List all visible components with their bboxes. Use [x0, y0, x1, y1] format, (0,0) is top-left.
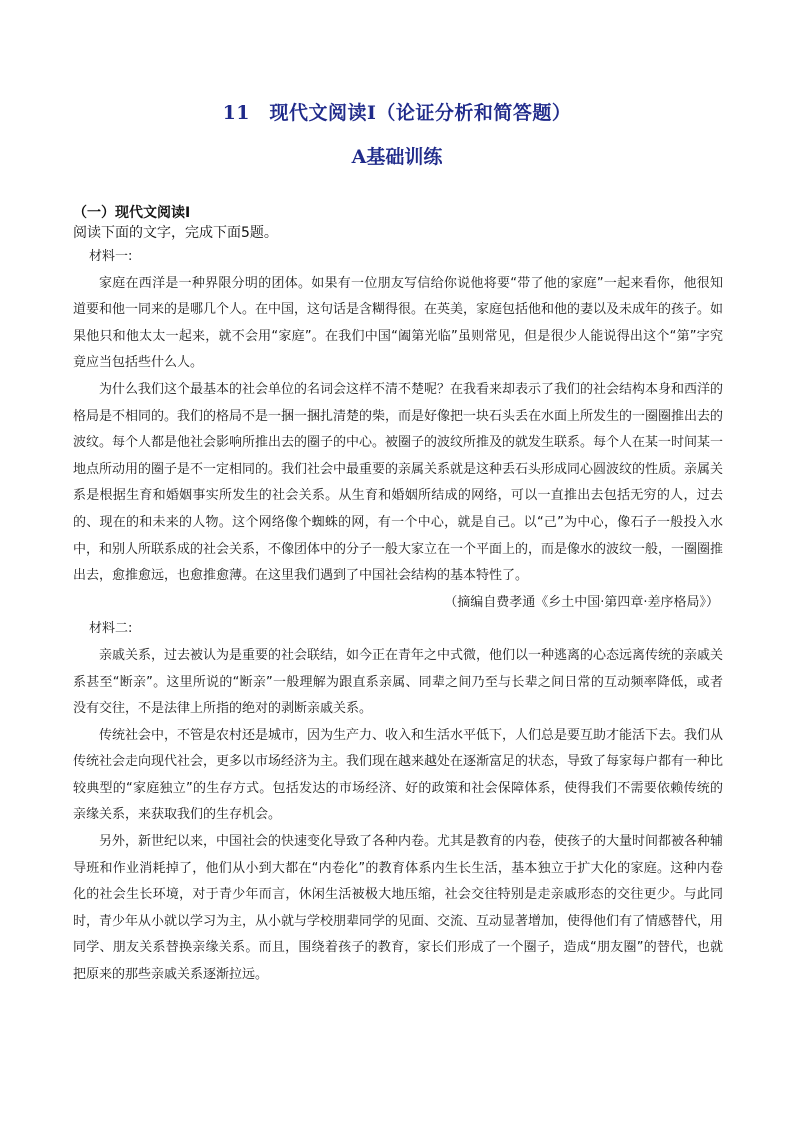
material-2-paragraph-3: 另外，新世纪以来，中国社会的快速变化导致了各种内卷。尤其是教育的内卷，使孩子的大量时间都被各种辅导班和作业消耗掉了，他们从小到大都在“内卷化”的教育体系内生长生活，基本独立于扩大化的家庭。这种内卷化的社会生长环境，对于青少年而言，休闲生活被极大地压缩，社会交往特别是走亲戚形态的交往更少。与此同时，青少年从小就以学习为主，从小就与学校朋辈同学的见面、交流、互动显著增加，使得他们有了情感替代，用同学、朋友关系替换亲缘关系。而且，围绕着孩子的教育，家长们形成了一个圈子，造成“朋友圈”的替代，也就把原来的那些亲戚关系逐渐拉远。 [73, 834, 724, 983]
material-1-paragraph-2: 为什么我们这个最基本的社会单位的名词会这样不清不楚呢？在我看来却表示了我们的社会结构本身和西洋的格局是不相同的。我们的格局不是一捆一捆扎清楚的柴，而是好像把一块石头丢在水面上所发生的一圈圈推出去的波纹。每个人都是他社会影响所推出去的圈子的中心。被圈子的波纹所推及的就发生联系。每个人在某一时间某一地点所动用的圈子是不一定相同的。我们社会中最重要的亲属关系就是这种丢石头形成同心圆波纹的性质。亲属关系是根据生育和婚姻事实所发生的社会关系。从生育和婚姻所结成的网络，可以一直推出去包括无穷的人，过去的、现在的和未来的人物。这个网络像个蜘蛛的网，有一个中心，就是自己。以“己”为中心，像石子一般投入水中，和别人所联系成的社会关系，不像团体中的分子一般大家立在一个平面上的，而是像水的波纹一般，一圈圈推出去，愈推愈远，也愈推愈薄。在这里我们遇到了中国社会结构的基本特性了。 [73, 381, 724, 584]
material-2-paragraph-2: 传统社会中，不管是农村还是城市，因为生产力、收入和生活水平低下，人们总是要互助才能活下去。我们从传统社会走向现代社会，更多以市场经济为主。我们现在越来越处在逐渐富足的状态，导致了每家每户都有一种比较典型的“家庭独立”的生存方式。包括发达的市场经济、好的政策和社会保障体系，使得我们不需要依赖传统的亲缘关系，来获取我们的生存机会。 [73, 727, 724, 823]
instruction-text: 阅读下面的文字，完成下面5题。 [73, 225, 278, 241]
section-heading: （一）现代文阅读Ⅰ [73, 205, 191, 221]
reading-content [73, 244, 723, 989]
page-subtitle: A基础训练 [351, 146, 443, 168]
material-2-label: 材料二: [89, 621, 133, 637]
material-2-paragraph-1: 亲戚关系，过去被认为是重要的社会联结，如今正在青年之中式微，他们以一种逃离的心态远离传统的亲戚关系甚至“断亲”。这里所说的“断亲”一般理解为跟直系亲属、同辈之间乃至与长辈之间日常的互动频率降低，或者没有交往，不是法律上所指的绝对的剥断亲戚关系。 [73, 647, 724, 717]
material-1-source: （摘编自费孝通《乡土中国·第四章·差序格局》） [444, 594, 719, 610]
material-1-paragraph-1: 家庭在西洋是一种界限分明的团体。如果有一位朋友写信给你说他将要“带了他的家庭”一起来看你，他很知道要和他一同来的是哪几个人。在中国，这句话是含糊得很。在英美，家庭包括他和他的妻以及未成年的孩子。如果他只和他太太一起来，就不会用“家庭”。在我们中国“阖第光临”虽则常见，但是很少人能说得出这个“第”字究竟应当包括些什么人。 [73, 275, 724, 371]
material-1-label: 材料一: [89, 249, 133, 264]
page-title: 11 现代文阅读Ⅰ（论证分析和简答题） [222, 102, 572, 124]
